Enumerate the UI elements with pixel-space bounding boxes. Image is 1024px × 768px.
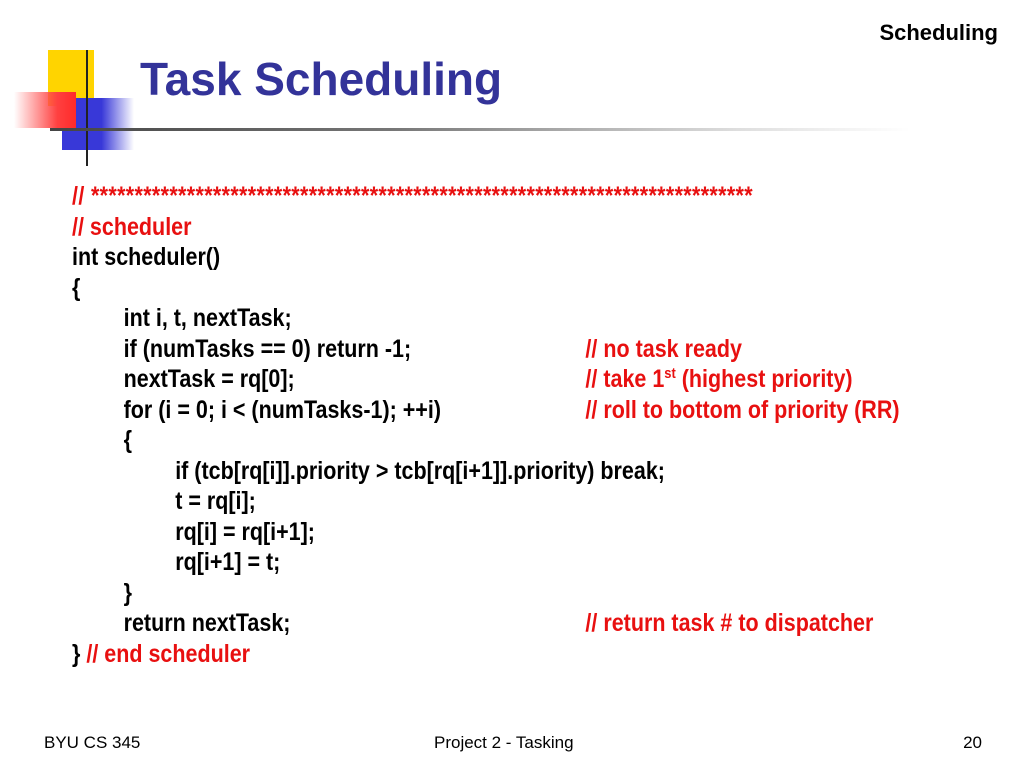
title-underline [50,128,910,131]
comment-no-task: // no task ready [585,334,742,363]
code-line [72,364,853,395]
slide-title: Task Scheduling [140,53,503,105]
comment-roll: // roll to bottom of priority (RR) [585,395,900,424]
swap-step-2: rq[i] = rq[i+1]; [175,517,315,546]
code-line [72,181,753,212]
next-task-assign: nextTask = rq[0]; [123,365,295,393]
footer-title: Project 2 - Tasking [434,733,574,752]
decor-red-square [14,92,76,128]
loop-close-brace: } [123,578,132,607]
comment-stars: // **************************************************************************** [72,182,753,210]
variable-declaration: int i, t, nextTask; [123,304,292,332]
comment-return: // return task # to dispatcher [585,609,874,637]
code-line [72,425,132,456]
priority-check: if (tcb[rq[i]].priority > tcb[rq[i+1]].priority) break; [175,456,665,485]
code-line [72,273,96,304]
code-line [72,578,132,609]
decor-vertical-line [86,50,88,166]
footer-course: BYU CS 345 [44,733,141,752]
function-signature: int scheduler() [72,243,221,271]
code-line [72,395,900,426]
code-line [72,242,221,273]
code-line [72,639,251,670]
page-number: 20 [963,733,982,752]
open-brace: { [72,273,81,302]
code-line [72,517,315,548]
code-line [72,456,665,487]
comment-end: // end scheduler [86,639,251,668]
code-line [72,547,281,578]
code-line [72,334,742,365]
comment-take-first: // take 1st (highest priority) [585,365,853,393]
close-brace: } [72,639,81,668]
code-line [72,486,256,517]
comment-scheduler: // scheduler [72,212,192,241]
swap-step-1: t = rq[i]; [175,487,256,515]
section-label: Scheduling [879,20,998,45]
return-statement: return nextTask; [123,609,291,637]
loop-open-brace: { [123,426,132,454]
closing-line [72,639,250,670]
for-loop: for (i = 0; i < (numTasks-1); ++i) [123,395,442,424]
code-block [72,181,900,669]
swap-step-3: rq[i+1] = t; [175,548,281,576]
code-line [72,608,874,639]
empty-check: if (numTasks == 0) return -1; [123,334,412,363]
code-line [72,303,292,334]
code-line [72,212,192,243]
